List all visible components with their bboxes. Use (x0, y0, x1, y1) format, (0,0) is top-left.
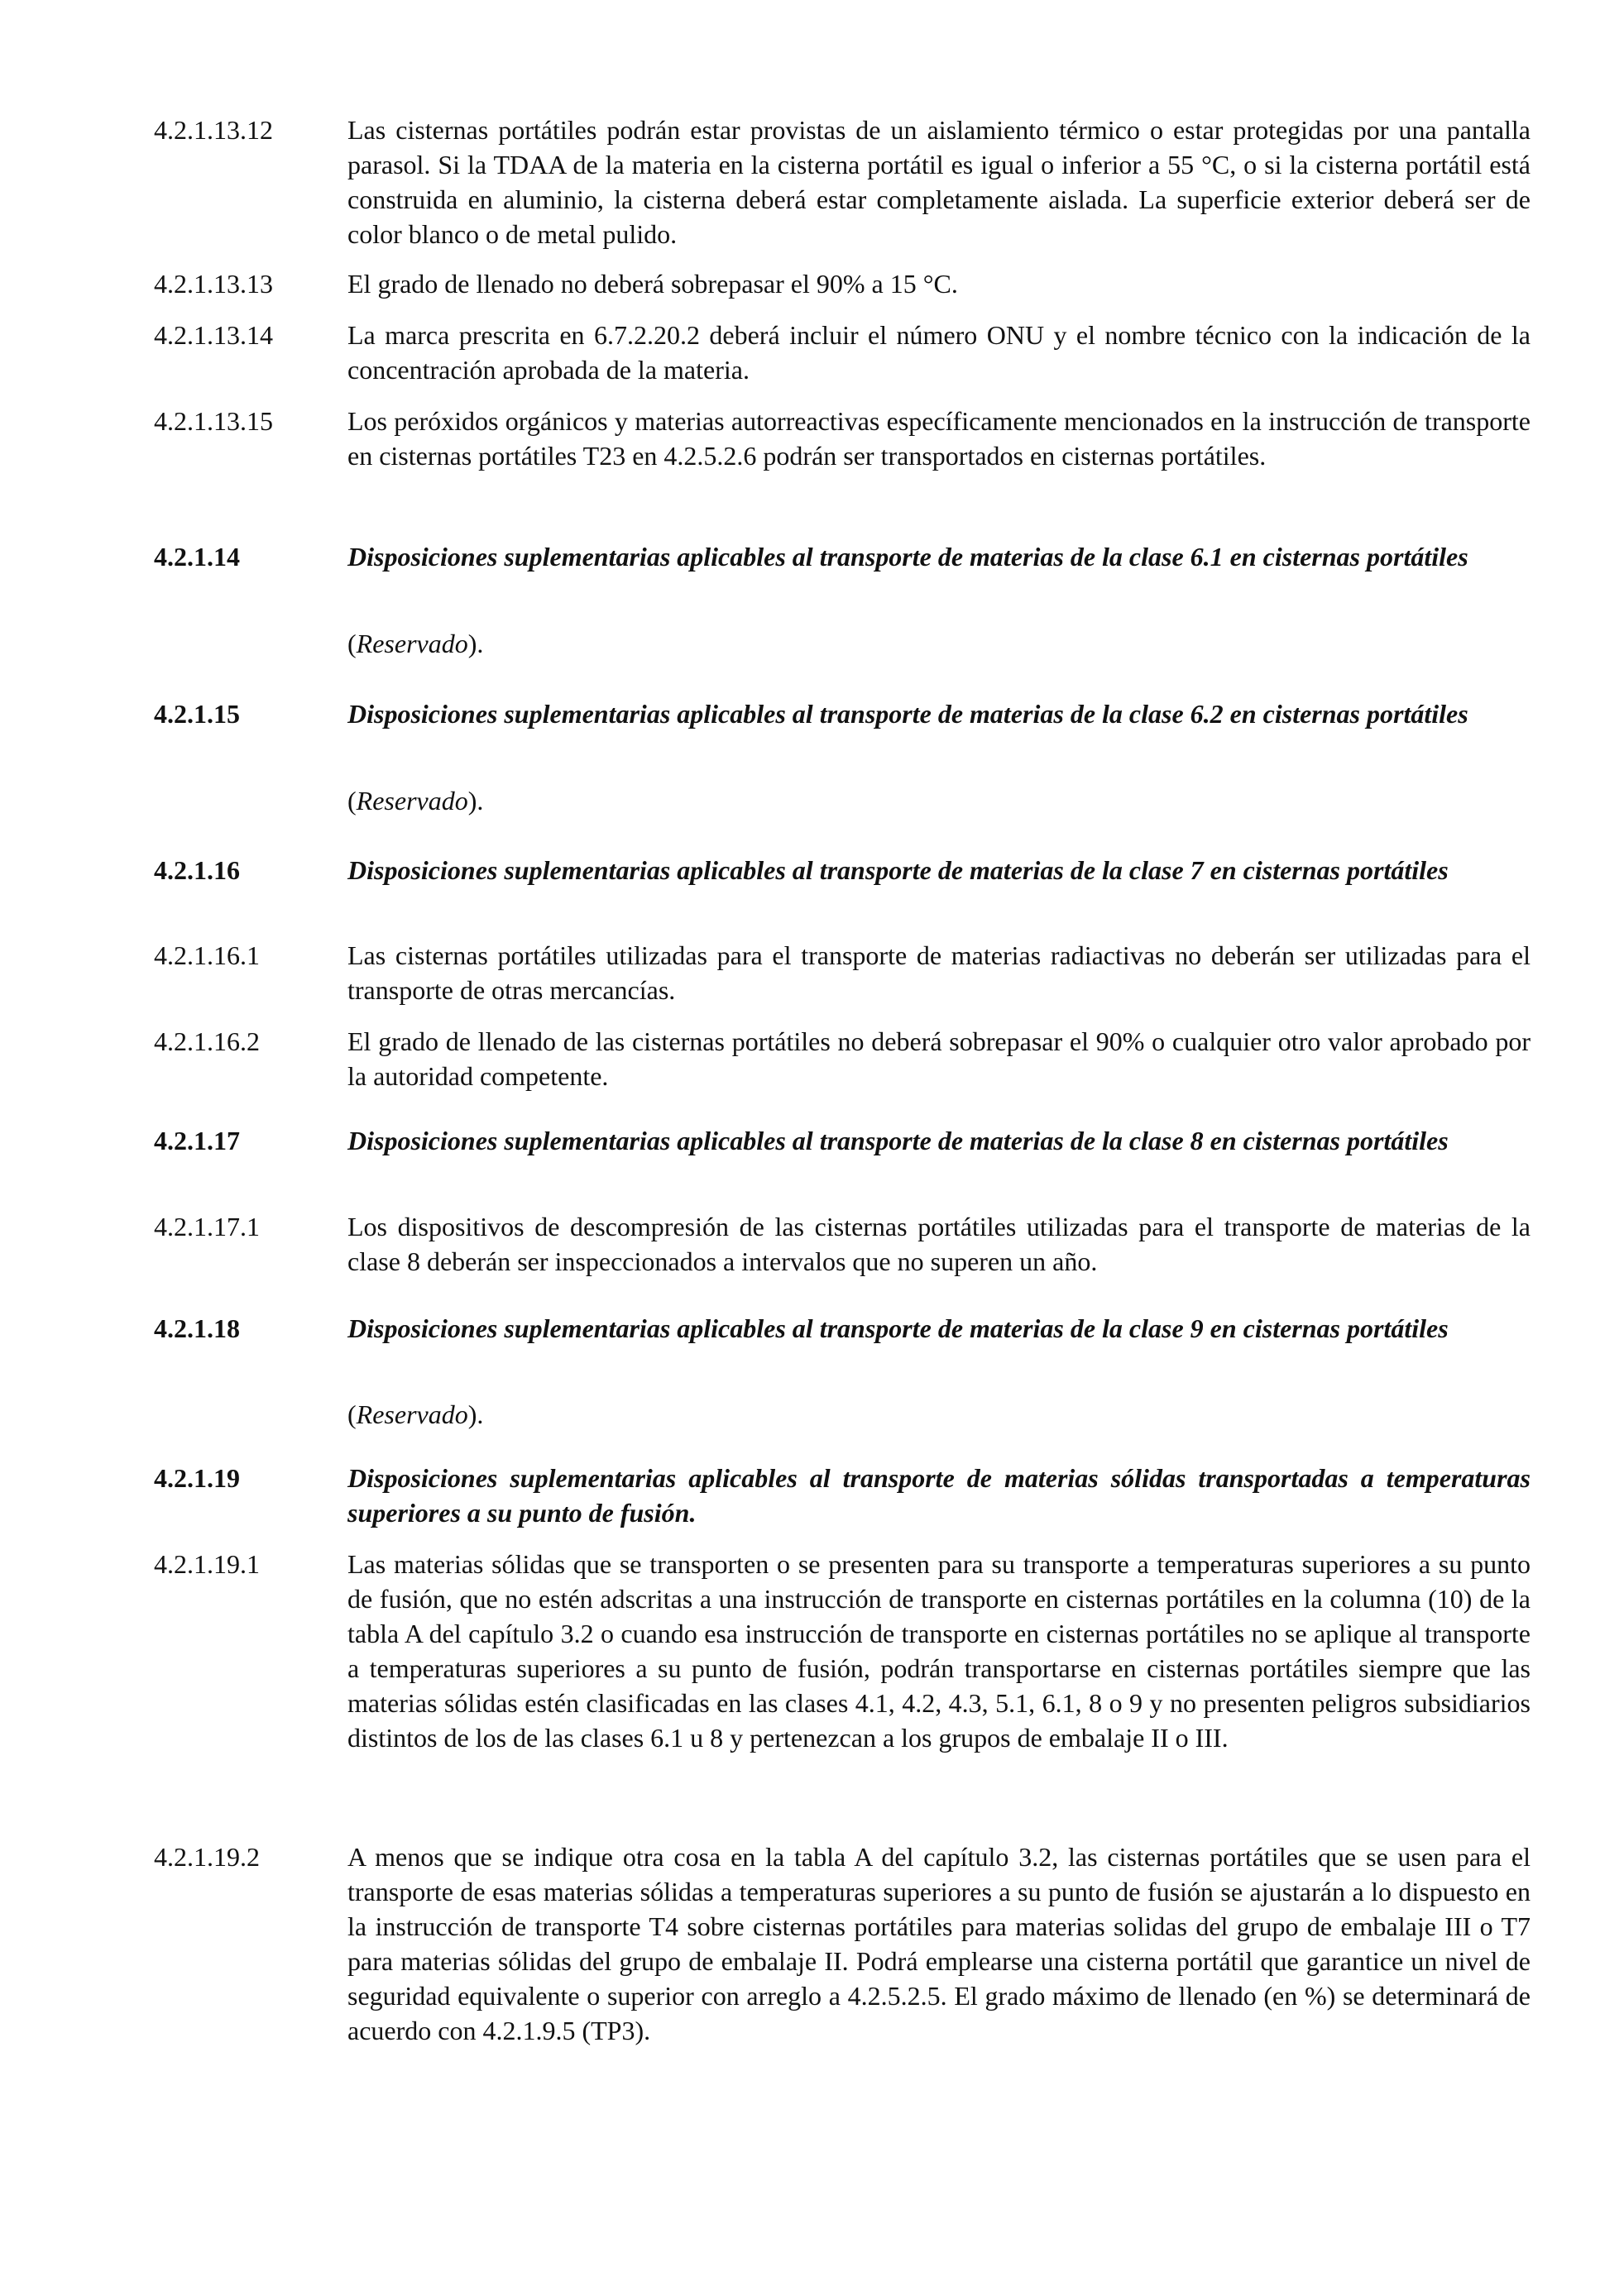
paragraph-text: El grado de llenado de las cisternas portátiles no deberá sobrepasar el 90% o cualquier otro valor aprobado por la autoridad competente. (347, 1026, 1531, 1091)
paragraph-4-2-1-17-1 (154, 1209, 1531, 1279)
paragraph-number: 4.2.1.19.2 (154, 1842, 260, 1872)
section-title: Disposiciones suplementarias aplicables al transporte de materias de la clase 9 en cisternas portátiles (347, 1313, 1449, 1343)
reserved-note: (Reservado). (347, 786, 484, 816)
section-4-2-1-16 (154, 853, 1531, 887)
paragraph-4-2-1-13-15 (154, 404, 1531, 473)
paragraph-4-2-1-19-1 (154, 1547, 1531, 1755)
section-number: 4.2.1.18 (154, 1313, 240, 1343)
paragraph-4-2-1-13-13 (154, 266, 1531, 301)
paragraph-number: 4.2.1.19.1 (154, 1549, 260, 1579)
section-heading (347, 696, 1531, 731)
paragraph-text: La marca prescrita en 6.7.2.20.2 deberá incluir el número ONU y el nombre técnico con la indicación de la concentración aprobada de la materia. (347, 320, 1531, 385)
section-4-2-1-15 (154, 696, 1531, 731)
section-title: Disposiciones suplementarias aplicables al transporte de materias de la clase 6.1 en cisternas portátiles (347, 542, 1468, 572)
paragraph-text: Las cisternas portátiles utilizadas para el transporte de materias radiactivas no deberán ser utilizadas para el transporte de otras mercancías. (347, 940, 1531, 1005)
reserved-note: (Reservado). (347, 629, 484, 658)
paragraph-text: Los peróxidos orgánicos y materias autorreactivas específicamente mencionados en la instrucción de transporte en cisternas portátiles T23 en 4.2.5.2.6 podrán ser transportados en cisternas portátiles. (347, 406, 1531, 471)
section-4-2-1-17 (154, 1123, 1531, 1158)
paragraph-text: Los dispositivos de descompresión de las cisternas portátiles utilizadas para el transporte de materias de la clase 8 deberán ser inspeccionados a intervalos que no superen un año. (347, 1212, 1531, 1276)
section-4-2-1-18-note (154, 1397, 1531, 1432)
section-number: 4.2.1.17 (154, 1126, 240, 1155)
paragraph-number: 4.2.1.16.2 (154, 1026, 260, 1056)
paragraph-4-2-1-13-14 (154, 318, 1531, 387)
paragraph-4-2-1-16-1 (154, 938, 1531, 1007)
paragraph-number: 4.2.1.17.1 (154, 1212, 260, 1241)
reserved-note: (Reservado). (347, 1399, 484, 1429)
section-heading (347, 539, 1531, 574)
section-heading (347, 1311, 1531, 1346)
paragraph-number: 4.2.1.16.1 (154, 940, 260, 970)
paragraph-number: 4.2.1.13.15 (154, 406, 273, 436)
paragraph-number: 4.2.1.13.13 (154, 269, 273, 299)
section-title: Disposiciones suplementarias aplicables al transporte de materias de la clase 7 en cisternas portátiles (347, 855, 1449, 885)
section-4-2-1-14 (154, 539, 1531, 574)
section-number: 4.2.1.14 (154, 542, 240, 572)
section-title: Disposiciones suplementarias aplicables al transporte de materias de la clase 6.2 en cisternas portátiles (347, 699, 1468, 729)
section-number: 4.2.1.16 (154, 855, 240, 885)
section-number: 4.2.1.19 (154, 1463, 240, 1493)
section-4-2-1-18 (154, 1311, 1531, 1346)
paragraph-text: Las cisternas portátiles podrán estar provistas de un aislamiento térmico o estar protegidas por una pantalla parasol. Si la TDAA de la materia en la cisterna portátil es igual o inferior a 55 °C, o si la cisterna portátil está construida en aluminio, la cisterna deberá estar completamente aislada. La superficie exterior deberá ser de color blanco o de metal pulido. (347, 115, 1531, 249)
section-number: 4.2.1.15 (154, 699, 240, 729)
paragraph-4-2-1-16-2 (154, 1024, 1531, 1093)
paragraph-text: Las materias sólidas que se transporten o se presenten para su transporte a temperaturas superiores a su punto de fusión, que no estén adscritas a una instrucción de transporte en cisternas portátiles en la columna (10) de la tabla A del capítulo 3.2 o cuando esa instrucción de transporte en cisternas portátiles no se aplique al transporte a temperaturas superiores a su punto de fusión, podrán transportarse en cisternas portátiles siempre que las materias sólidas estén clasificadas en las clases 4.1, 4.2, 4.3, 5.1, 6.1, 8 o 9 y no presenten peligros subsidiarios distintos de los de las clases 6.1 u 8 y pertenezcan a los grupos de embalaje II o III. (347, 1549, 1531, 1753)
section-title: Disposiciones suplementarias aplicables al transporte de materias sólidas transportadas a temperaturas superiores a su punto de fusión. (347, 1463, 1531, 1528)
paragraph-4-2-1-13-12 (154, 112, 1531, 251)
section-4-2-1-19 (154, 1461, 1531, 1530)
section-title: Disposiciones suplementarias aplicables al transporte de materias de la clase 8 en cisternas portátiles (347, 1126, 1449, 1155)
paragraph-number: 4.2.1.13.12 (154, 115, 273, 145)
paragraph-number: 4.2.1.13.14 (154, 320, 273, 350)
section-4-2-1-14-note (154, 626, 1531, 661)
section-4-2-1-15-note (154, 783, 1531, 818)
paragraph-text: El grado de llenado no deberá sobrepasar el 90% a 15 °C. (347, 269, 958, 299)
paragraph-4-2-1-19-2 (154, 1839, 1531, 2048)
paragraph-text: A menos que se indique otra cosa en la tabla A del capítulo 3.2, las cisternas portátiles que se usen para el transporte de esas materias sólidas a temperaturas superiores a su punto de fusión se ajustarán a lo dispuesto en la instrucción de transporte T4 sobre cisternas portátiles para materias solidas del grupo de embalaje III o T7 para materias sólidas del grupo de embalaje II. Podrá emplearse una cisterna portátil que garantice un nivel de seguridad equivalente o superior con arreglo a 4.2.5.2.5. El grado máximo de llenado (en %) se determinará de acuerdo con 4.2.1.9.5 (TP3). (347, 1842, 1531, 2045)
